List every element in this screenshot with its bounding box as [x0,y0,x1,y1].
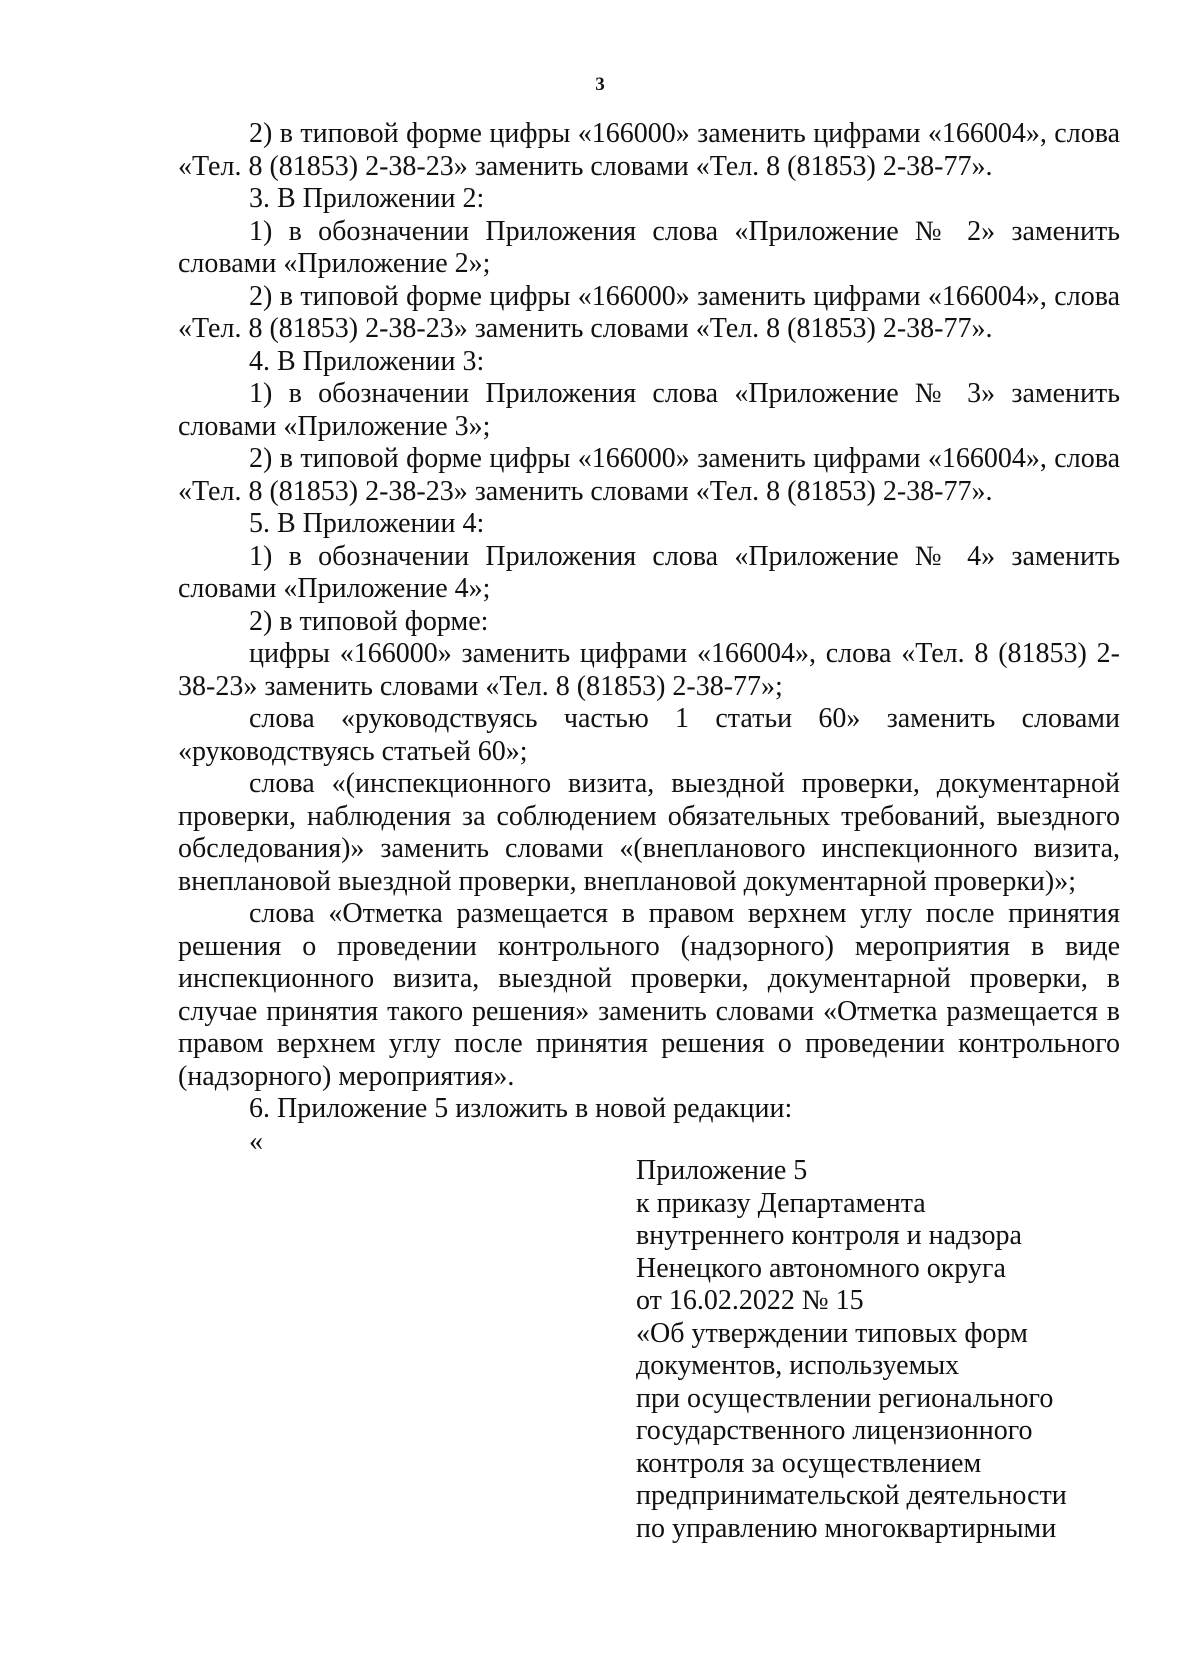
paragraph-5-2: 2) в типовой форме: [249,605,489,637]
appendix-line: государственного лицензионного [636,1415,1033,1446]
paragraph-1-2-phone: 2) в типовой форме цифры «166000» заменить цифрами «166004», слова «Тел. 8 (81853) 2-38-23» заменить словами «Тел. 8 (81853) 2-38-77». [178,118,1120,182]
paragraph-5-2-digits: цифры «166000» заменить цифрами «166004», слова «Тел. 8 (81853) 2-38-23» заменить словами «Тел. 8 (81853) 2-38-77»; [178,638,1120,702]
opening-quote: « [249,1125,263,1157]
appendix-line: от 16.02.2022 № 15 [636,1285,864,1316]
appendix-line: «Об утверждении типовых форм [636,1317,1028,1349]
paragraph-3-2: 2) в типовой форме цифры «166000» заменить цифрами «166004», слова «Тел. 8 (81853) 2-38-23» заменить словами «Тел. 8 (81853) 2-38-77». [178,280,1120,344]
appendix-line: при осуществлении регионального [636,1382,1054,1414]
paragraph-5-2-guided: слова «руководствуясь частью 1 статьи 60» заменить словами «руководствуясь статьей 60»; [178,703,1120,767]
document-body [178,118,1120,1158]
paragraph-5-1: 1) в обозначении Приложения слова «Приложение № 4» заменить словами «Приложение 4»; [178,540,1120,604]
paragraph-5-2-mark: слова «Отметка размещается в правом верхнем углу после принятия решения о проведении контрольного (надзорного) мероприятия в виде инспекционного визита, выездной проверки, документарной проверки, в случае принятия такого решения» заменить словами «Отметка размещается в правом верхнем углу после принятия решения о проведении контрольного (надзорного) мероприятия». [178,898,1120,1092]
paragraph-4-1: 1) в обозначении Приложения слова «Приложение № 3» заменить словами «Приложение 3»; [178,378,1120,442]
paragraph-5-heading: 5. В Приложении 4: [249,508,485,539]
paragraph-4-2: 2) в типовой форме цифры «166000» заменить цифрами «166004», слова «Тел. 8 (81853) 2-38-23» заменить словами «Тел. 8 (81853) 2-38-77». [178,443,1120,507]
paragraph-5-2-inspection: слова «(инспекционного визита, выездной проверки, документарной проверки, наблюдения за соблюдением обязательных требований, выездного обследования)» заменить словами «(внепланового инспекционного визита, внеплановой выездной проверки, внеплановой документарной проверки)»; [178,768,1120,897]
appendix-line: по управлению многоквартирными [636,1512,1057,1544]
paragraph-4-heading: 4. В Приложении 3: [249,345,485,377]
appendix-header-block [636,1155,1106,1545]
appendix-line: Ненецкого автономного округа [636,1252,1006,1284]
paragraph-6: 6. Приложение 5 изложить в новой редакции: [249,1093,793,1124]
page-number: 3 [595,74,605,95]
appendix-line: предпринимательской деятельности [636,1480,1067,1511]
appendix-line: Приложение 5 [636,1155,808,1186]
appendix-line: внутреннего контроля и надзора [636,1220,1022,1251]
appendix-line: документов, используемых [636,1350,960,1381]
paragraph-3-heading: 3. В Приложении 2: [249,183,485,214]
appendix-line: контроля за осуществлением [636,1447,982,1479]
paragraph-3-1: 1) в обозначении Приложения слова «Приложение № 2» заменить словами «Приложение 2»; [178,215,1120,279]
appendix-line: к приказу Департамента [636,1187,926,1219]
